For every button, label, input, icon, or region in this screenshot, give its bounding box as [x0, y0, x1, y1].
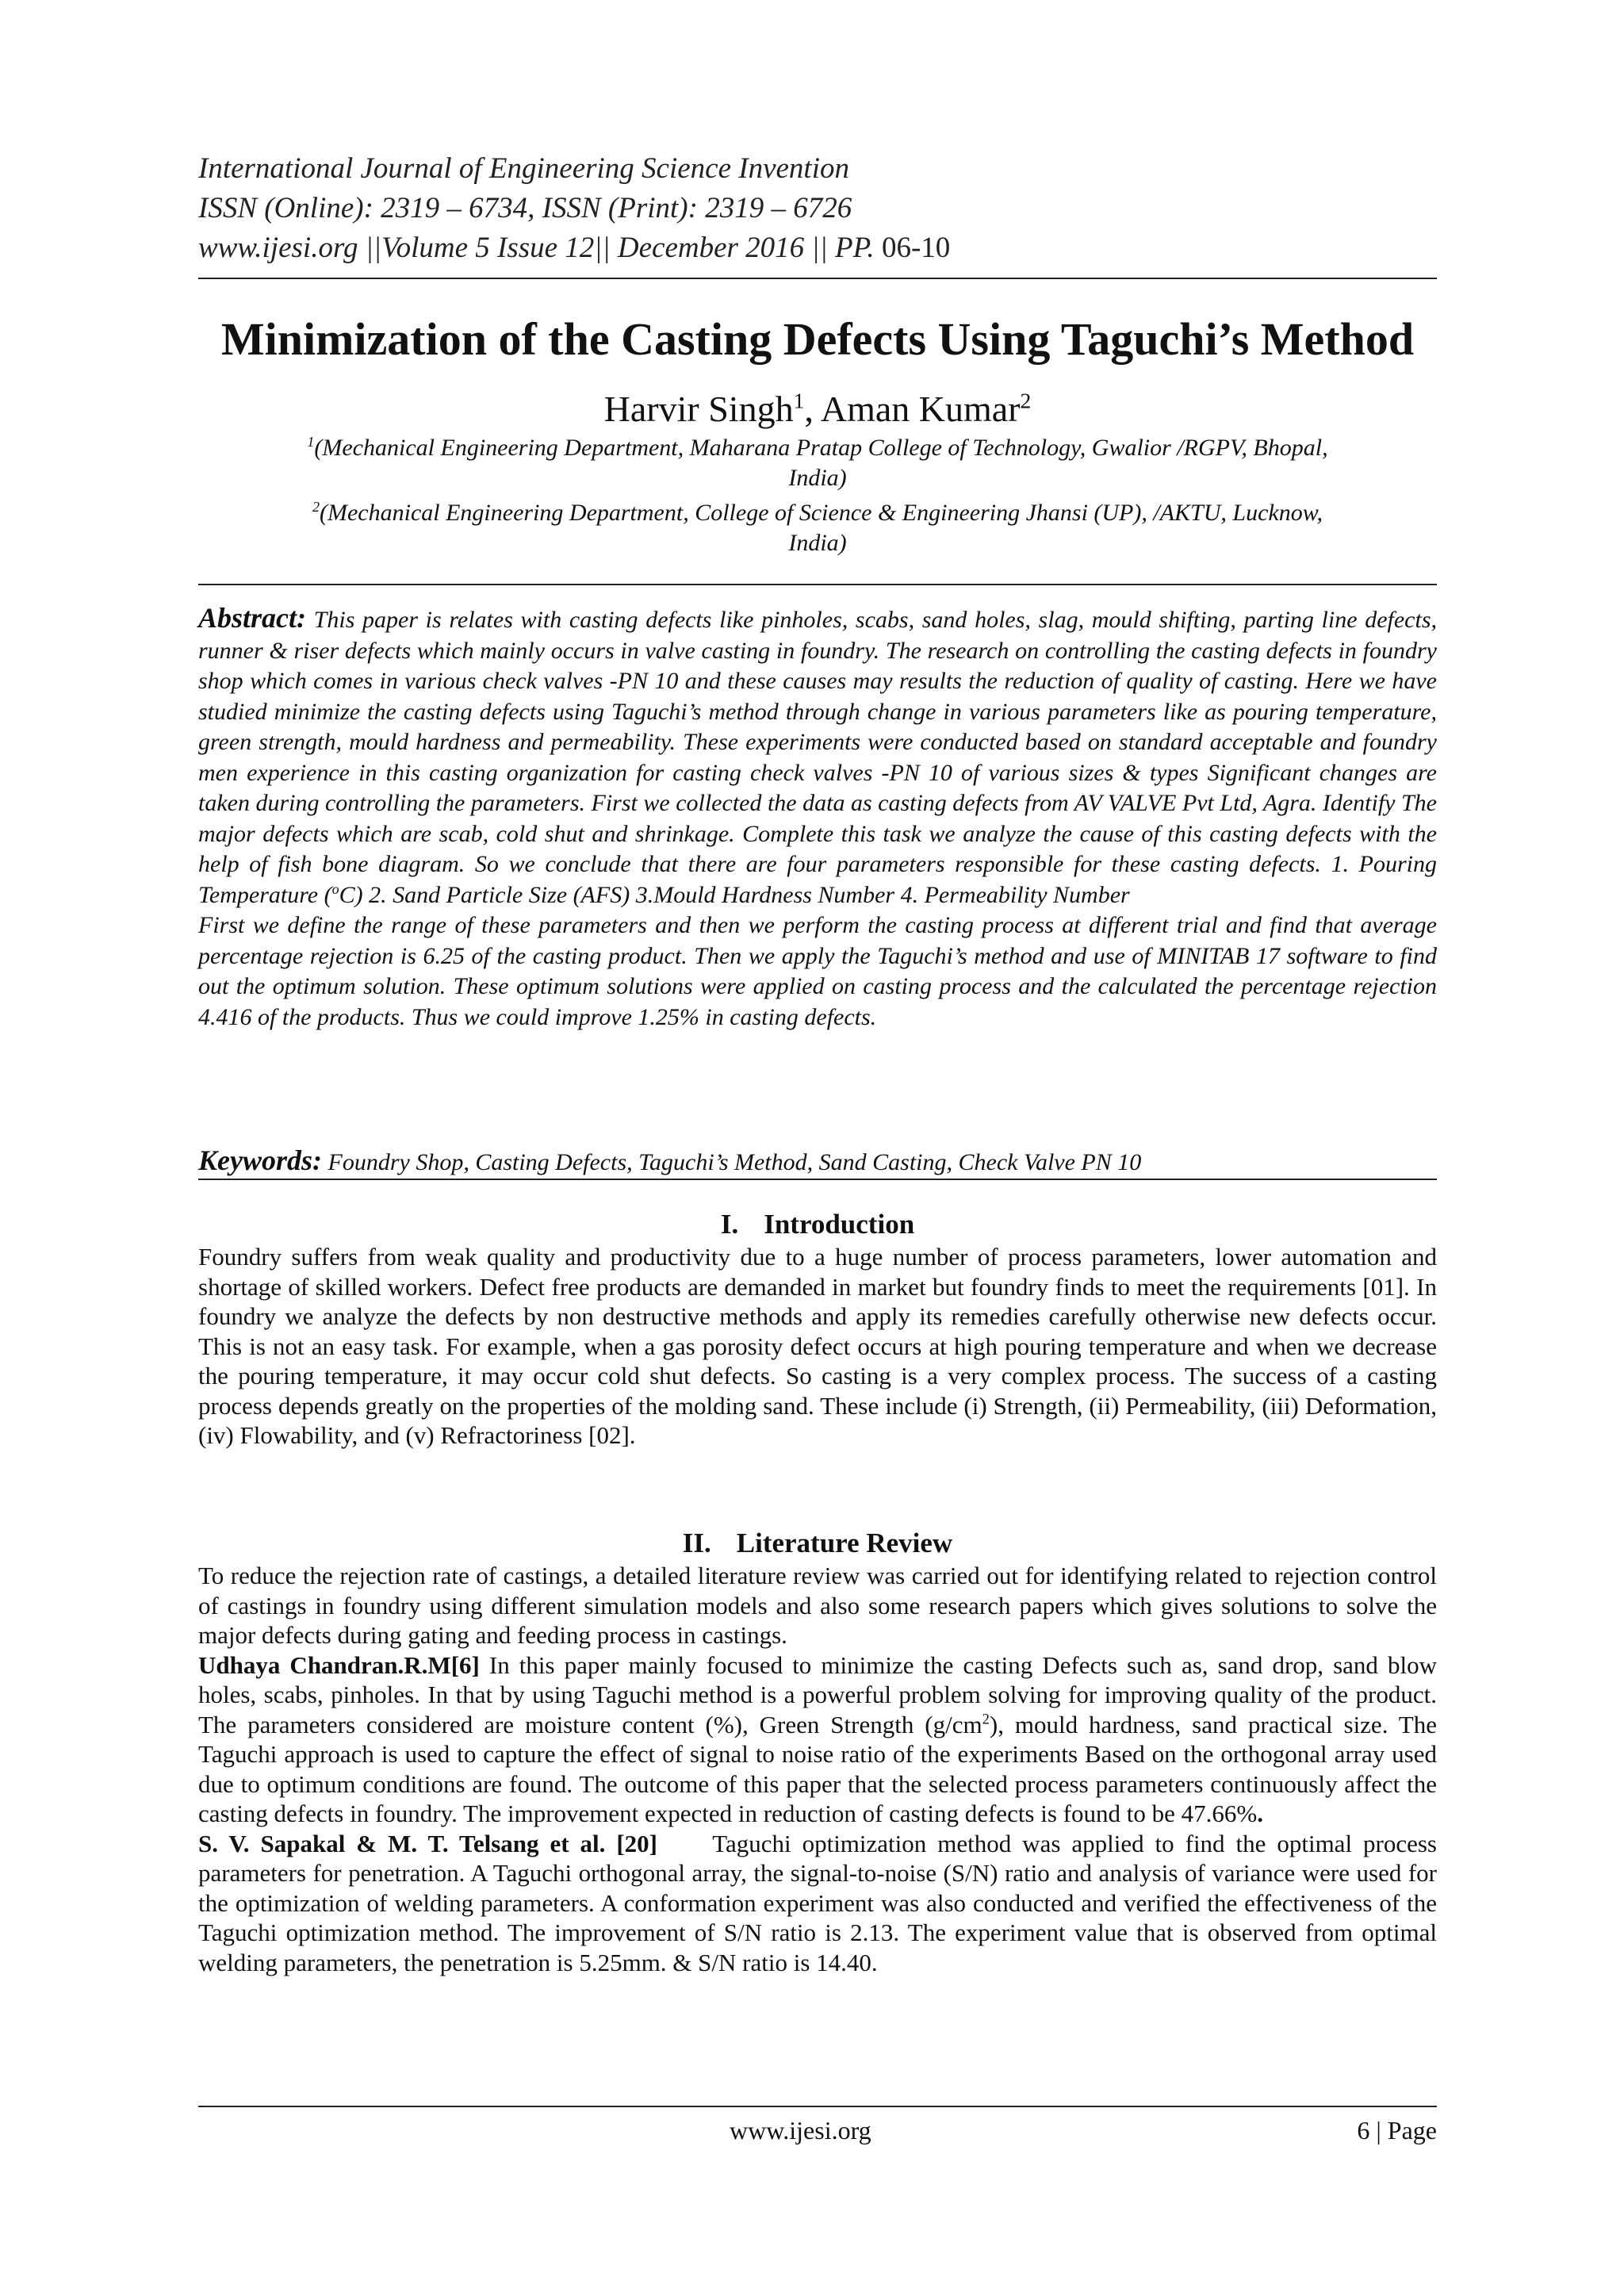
author-affiliation-mark: 2 — [1020, 388, 1032, 413]
literature-intro: To reduce the rejection rate of castings, a detailed literature review was carried out for identifying related to rejection control of castings in foundry using different simulation models and also some research papers which gives solutions to solve the major defects during gating and feeding process in castings. — [198, 1562, 1437, 1649]
abstract-label: Abstract: — [198, 602, 307, 634]
literature-reference: S. V. Sapakal & M. T. Telsang et al. [20] Taguchi optimization method was applied to find the optimal process parameters for penetration. A Taguchi orthogonal array, the signal-to-noise (S/N) ratio and analysis of variance were used for the optimization of welding parameters. A conformation experiment was also conducted and verified the effectiveness of the Taguchi optimization method. The improvement of S/N ratio is 2.13. The experiment value that is observed from optimal welding parameters, the penetration is 5.25mm. & S/N ratio is 14.40. — [198, 1829, 1443, 1976]
affiliation-mark: 1 — [307, 434, 315, 450]
affiliation-mark: 2 — [312, 499, 320, 515]
journal-pages: 06-10 — [874, 232, 951, 264]
journal-issue-line — [198, 228, 1435, 268]
reference-author: S. V. Sapakal & M. T. Telsang et al. [20] — [198, 1829, 657, 1857]
section-heading-literature-review: II. Literature Review — [682, 1527, 953, 1558]
keywords-label: Keywords: — [198, 1144, 322, 1176]
affiliation-text: (Mechanical Engineering Department, College of Science & Engineering Jhansi (UP), /AKTU, Lucknow, — [320, 500, 1323, 526]
keywords — [198, 1144, 1437, 1179]
footer-page-number: 6 | Page — [1357, 2116, 1437, 2145]
author-line — [198, 385, 1437, 433]
affiliation — [198, 498, 1437, 558]
abstract-paragraph: First we define the range of these parameters and then we perform the casting process at different trial and find that average percentage rejection is 6.25 of the casting product. Then we apply the Taguchi’s method and use of MINITAB 17 software to find out the optimum solution. These optimum solutions were applied on casting process and the calculated the percentage rejection 4.416 of the products. Thus we could improve 1.25% in casting defects. — [198, 912, 1437, 1030]
reference-author: Udhaya Chandran.R.M[6] — [198, 1650, 480, 1679]
journal-issn: ISSN (Online): 2319 – 6734, ISSN (Print): 2319 – 6726 — [198, 192, 852, 224]
author-name: Harvir Singh — [603, 389, 794, 429]
author-affiliation-mark: 1 — [793, 388, 805, 413]
journal-name: International Journal of Engineering Science Invention — [198, 152, 849, 185]
footer-website: www.ijesi.org — [730, 2116, 871, 2145]
abstract-paragraph: Abstract: This paper is relates with casting defects like pinholes, scabs, sand holes, slag, mould shifting, parting line defects, runner & riser defects which mainly occurs in valve casting in foundry. The research on controlling the casting defects in foundry shop which comes in various check valves -PN 10 and these causes may results the reduction of quality of casting. Here we have studied minimize the casting defects using Taguchi’s method through change in various parameters like as pouring temperature, green strength, mould hardness and permeability. These experiments were conducted based on standard acceptable and foundry men experience in this casting organization for casting check valves -PN 10 of various sizes & types Significant changes are taken during controlling the parameters. First we collected the data as casting defects from AV VALVE Pvt Ltd, Agra. Identify The major defects which are scab, cold shut and shrinkage. Complete this task we analyze the cause of this casting defects with the help of fish bone diagram. So we conclude that there are four parameters responsible for these casting defects. 1. Pouring Temperature ($^o$C) 2. Sand Particle Size (AFS) 3.Mould Hardness Number 4. Permeability Number — [198, 602, 1437, 908]
section-heading-introduction: I. Introduction — [720, 1209, 915, 1240]
keywords-rule — [198, 1179, 1437, 1180]
paper-title: Minimization of the Casting Defects Using Taguchi’s Method — [220, 313, 1415, 365]
affiliation-country: India) — [788, 465, 847, 491]
author-name: Aman Kumar — [820, 389, 1021, 429]
journal-issue: www.ijesi.org ||Volume 5 Issue 12|| December 2016 || PP. — [198, 232, 875, 264]
keywords-text: Foundry Shop, Casting Defects, Taguchi’s Method, Sand Casting, Check Valve PN 10 — [322, 1149, 1142, 1175]
introduction-text: Foundry suffers from weak quality and productivity due to a huge number of process parameters, lower automation and shortage of skilled workers. Defect free products are demanded in market but foundry finds to meet the requirements [01]. In foundry we analyze the defects by non destructive methods and apply its remedies carefully otherwise new defects occur. This is not an easy task. For example, when a gas porosity defect occurs at high pouring temperature and when we decrease the pouring temperature, it may occur cold shut defects. So casting is a very complex process. The success of a casting process depends greatly on the properties of the molding sand. These include (i) Strength, (ii) Permeability, (iii) Deformation, (iv) Flowability, and (v) Refractoriness [02]. — [198, 1243, 1437, 1449]
affiliation-country: India) — [788, 530, 847, 556]
author-separator: , — [804, 389, 821, 429]
header-rule — [198, 278, 1437, 279]
journal-header — [198, 149, 1435, 268]
abstract-top-rule — [198, 584, 1437, 585]
literature-reference: Udhaya Chandran.R.M[6] In this paper mainly focused to minimize the casting Defects such as, sand drop, sand blow holes, scabs, pinholes. In that by using Taguchi method is a powerful problem solving for improving quality of the product. The parameters considered are moisture content (%), Green Strength $(g/cm^2)$, mould hardness, sand practical size. The Taguchi approach is used to capture the effect of signal to noise ratio of the experiments Based on the orthogonal array used due to optimum conditions are found. The outcome of this paper that the selected process parameters continuously affect the casting defects in foundry. The improvement expected in reduction of casting defects is found to be 47.66%. — [198, 1650, 1437, 1827]
literature-review-text — [198, 1561, 1443, 1977]
affiliation — [198, 433, 1437, 493]
affiliation-text: (Mechanical Engineering Department, Maharana Pratap College of Technology, Gwalior /RGPV, Bhopal, — [314, 435, 1328, 461]
footer-rule — [198, 2106, 1437, 2107]
abstract — [198, 603, 1437, 1033]
